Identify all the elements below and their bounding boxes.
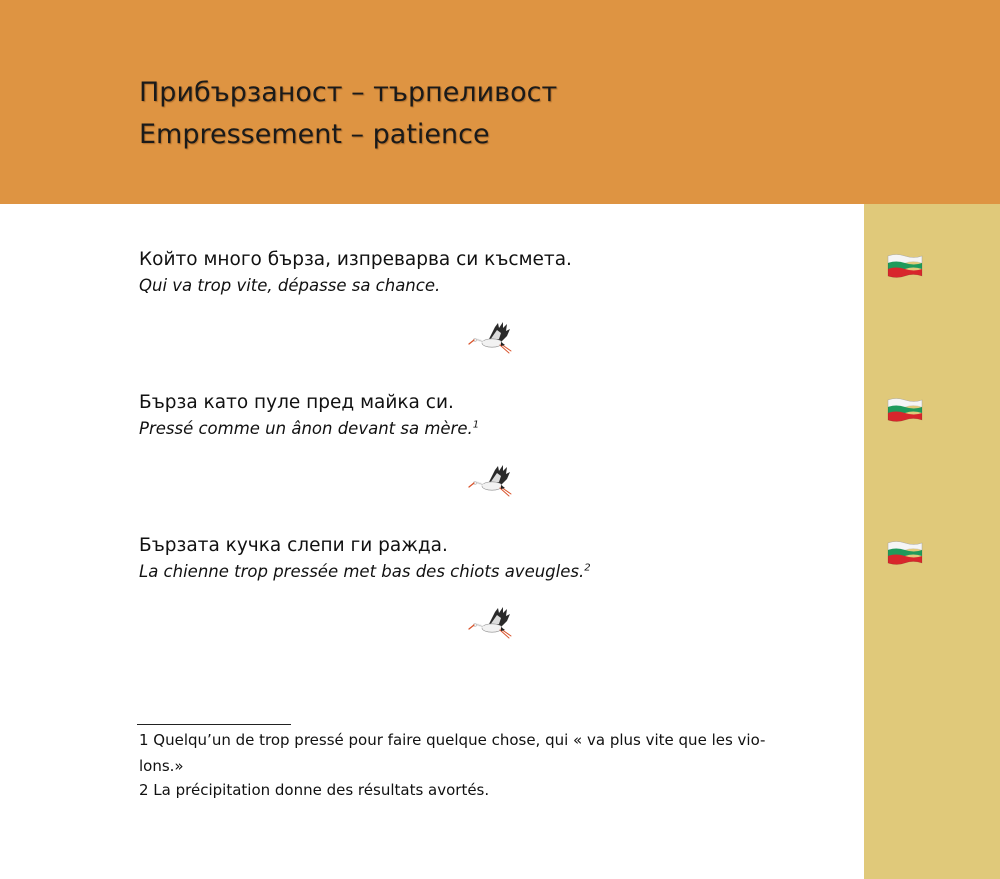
page-title-french: Empressement – patience xyxy=(139,119,490,150)
stork-icon xyxy=(468,606,514,644)
proverb-bulgarian: Бързата кучка слепи ги ражда. xyxy=(139,535,448,556)
proverb-french-text: Qui va trop vite, dépasse sa chance. xyxy=(139,276,441,295)
footnote-divider xyxy=(137,724,291,725)
proverb-french-text: Pressé comme un ânon devant sa mère. xyxy=(139,419,473,438)
bulgaria-flag-icon xyxy=(886,539,924,565)
sidebar-strip xyxy=(864,204,1000,879)
bulgaria-flag-icon xyxy=(886,252,924,278)
proverb-bulgarian: Бърза като пуле пред майка си. xyxy=(139,392,454,413)
header-band xyxy=(0,0,1000,204)
proverb-french xyxy=(139,418,479,440)
stork-icon xyxy=(468,464,514,502)
footnote-1-continued: lons.» xyxy=(139,757,184,775)
proverb-bulgarian: Който много бърза, изпреварва си късмета. xyxy=(139,249,572,270)
proverb-french xyxy=(139,275,440,297)
page-title-bulgarian: Прибързаност – търпеливост xyxy=(139,77,558,108)
footnote-ref[interactable]: 1 xyxy=(472,419,480,431)
proverb-french xyxy=(139,561,591,583)
footnote-2: 2 La précipitation donne des résultats avortés. xyxy=(139,781,490,799)
stork-icon xyxy=(468,321,514,359)
footnote-1: 1 Quelqu’un de trop pressé pour faire quelque chose, qui « va plus vite que les vio- xyxy=(139,731,766,749)
proverb-french-text: La chienne trop pressée met bas des chiots aveugles. xyxy=(139,562,585,581)
bulgaria-flag-icon xyxy=(886,396,924,422)
footnote-ref[interactable]: 2 xyxy=(584,562,591,574)
